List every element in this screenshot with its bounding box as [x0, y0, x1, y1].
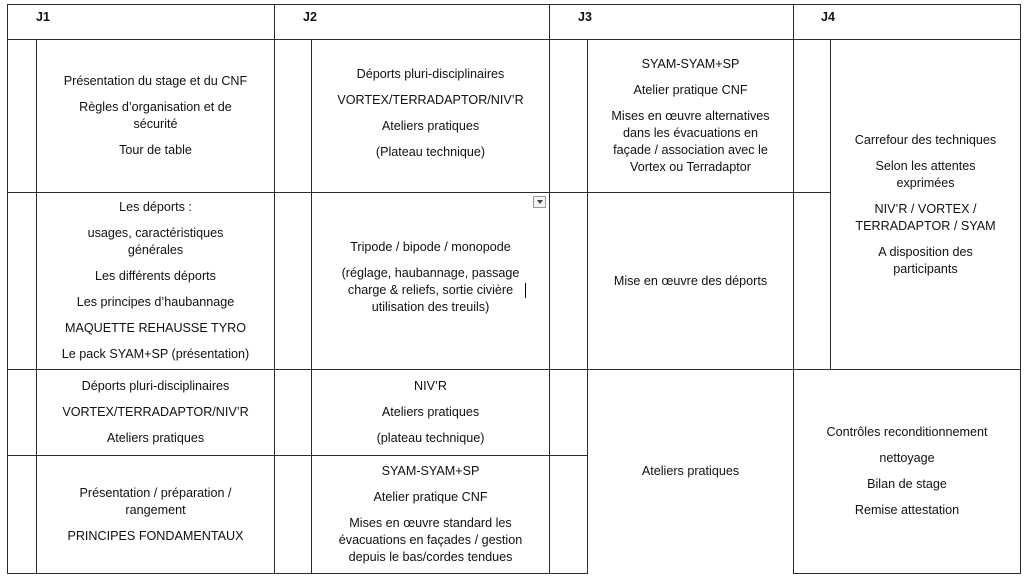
- table-border-top: [7, 4, 1020, 5]
- table-border-right: [1020, 4, 1021, 574]
- j2-row3-cell[interactable]: [312, 370, 549, 455]
- cell-text: Contrôles reconditionnement: [826, 425, 988, 439]
- table-border-bottom-left: [7, 573, 588, 574]
- cell-text: Présentation / préparation / rangement: [79, 485, 232, 517]
- cell-text: nettoyage: [879, 451, 935, 465]
- header-j4: J4: [821, 10, 835, 24]
- cell-text: Les principes d’haubannage: [76, 295, 235, 309]
- j2-j3-divider: [549, 4, 550, 574]
- cell-text: VORTEX/TERRADAPTOR/NIV’R: [62, 405, 249, 419]
- j2-row1-cell[interactable]: [312, 40, 549, 192]
- cell-text: Les différents déports: [95, 269, 216, 283]
- cell-text: NIV’R / VORTEX / TERRADAPTOR / SYAM: [855, 201, 996, 233]
- cell-text: Atelier pratique CNF: [633, 83, 748, 97]
- text-cursor: [525, 283, 526, 298]
- cell-text: Bilan de stage: [867, 477, 947, 491]
- cell-text: Ateliers pratiques: [106, 431, 205, 445]
- cell-text: usages, caractéristiques générales: [87, 226, 224, 257]
- j3-row2-cell[interactable]: [588, 193, 793, 369]
- cell-text: VORTEX/TERRADAPTOR/NIV’R: [337, 93, 524, 107]
- table-border-bottom-right: [793, 573, 1020, 574]
- cell-text: (Plateau technique): [375, 145, 486, 159]
- cell-text: Déports pluri-disciplinaires: [81, 379, 230, 393]
- j1-row1-cell[interactable]: [37, 40, 274, 192]
- cell-text: Le pack SYAM+SP (présentation): [61, 347, 250, 361]
- j1-row2-cell[interactable]: [37, 193, 274, 369]
- header-j2: J2: [303, 10, 317, 24]
- cell-text: Ateliers pratiques: [381, 405, 480, 419]
- cell-text: (réglage, haubannage, passage charge & reliefs, sortie civière utilisation des treuils): [341, 266, 520, 314]
- cell-text: Remise attestation: [854, 503, 960, 517]
- header-j3: J3: [578, 10, 592, 24]
- cell-text: Atelier pratique CNF: [373, 490, 488, 504]
- cell-text: Ateliers pratiques: [381, 119, 480, 133]
- cell-text: Présentation du stage et du CNF: [63, 74, 248, 88]
- cell-text: A disposition des participants: [878, 244, 973, 276]
- header-j1: J1: [36, 10, 50, 24]
- j1-j2-divider: [274, 4, 275, 574]
- cell-text: MAQUETTE REHAUSSE TYRO: [64, 321, 246, 335]
- cell-text: (plateau technique): [376, 431, 485, 445]
- cell-text: Mises en œuvre standard les évacuations en façades / gestion depuis le bas/cordes tendues: [338, 516, 523, 564]
- cell-text: Règles d’organisation et de sécurité: [79, 100, 232, 131]
- cell-text: NIV’R: [414, 379, 447, 393]
- table-border-left: [7, 4, 8, 574]
- cell-text: Tripode / bipode / monopode: [350, 240, 511, 254]
- cell-text: Ateliers pratiques: [641, 464, 740, 478]
- j2-row4-cell[interactable]: [312, 456, 549, 573]
- j3-row3-cell[interactable]: [588, 370, 793, 573]
- j4-row2-cell[interactable]: [794, 370, 1020, 573]
- cell-text: Les déports :: [119, 200, 192, 214]
- cell-text: Carrefour des techniques: [854, 132, 997, 147]
- cell-text: Mises en œuvre alternatives dans les évacuations en façade / association avec le Vortex ou Terradaptor: [611, 109, 770, 174]
- cell-text: Selon les attentes exprimées: [875, 158, 976, 190]
- cell-text: Déports pluri-disciplinaires: [356, 67, 505, 81]
- j4-row1-cell[interactable]: [831, 40, 1020, 369]
- cell-text: Mise en œuvre des déports: [613, 273, 768, 288]
- j1-row4-cell[interactable]: [37, 456, 274, 573]
- chevron-down-icon[interactable]: [533, 196, 546, 208]
- cell-text: SYAM-SYAM+SP: [641, 57, 740, 71]
- cell-text: SYAM-SYAM+SP: [381, 464, 480, 478]
- cell-text: PRINCIPES FONDAMENTAUX: [67, 528, 244, 543]
- j2-row2-cell[interactable]: [312, 193, 549, 369]
- cell-text: Tour de table: [119, 143, 192, 157]
- j3-row1-cell[interactable]: [588, 40, 793, 192]
- j1-row3-cell[interactable]: [37, 370, 274, 455]
